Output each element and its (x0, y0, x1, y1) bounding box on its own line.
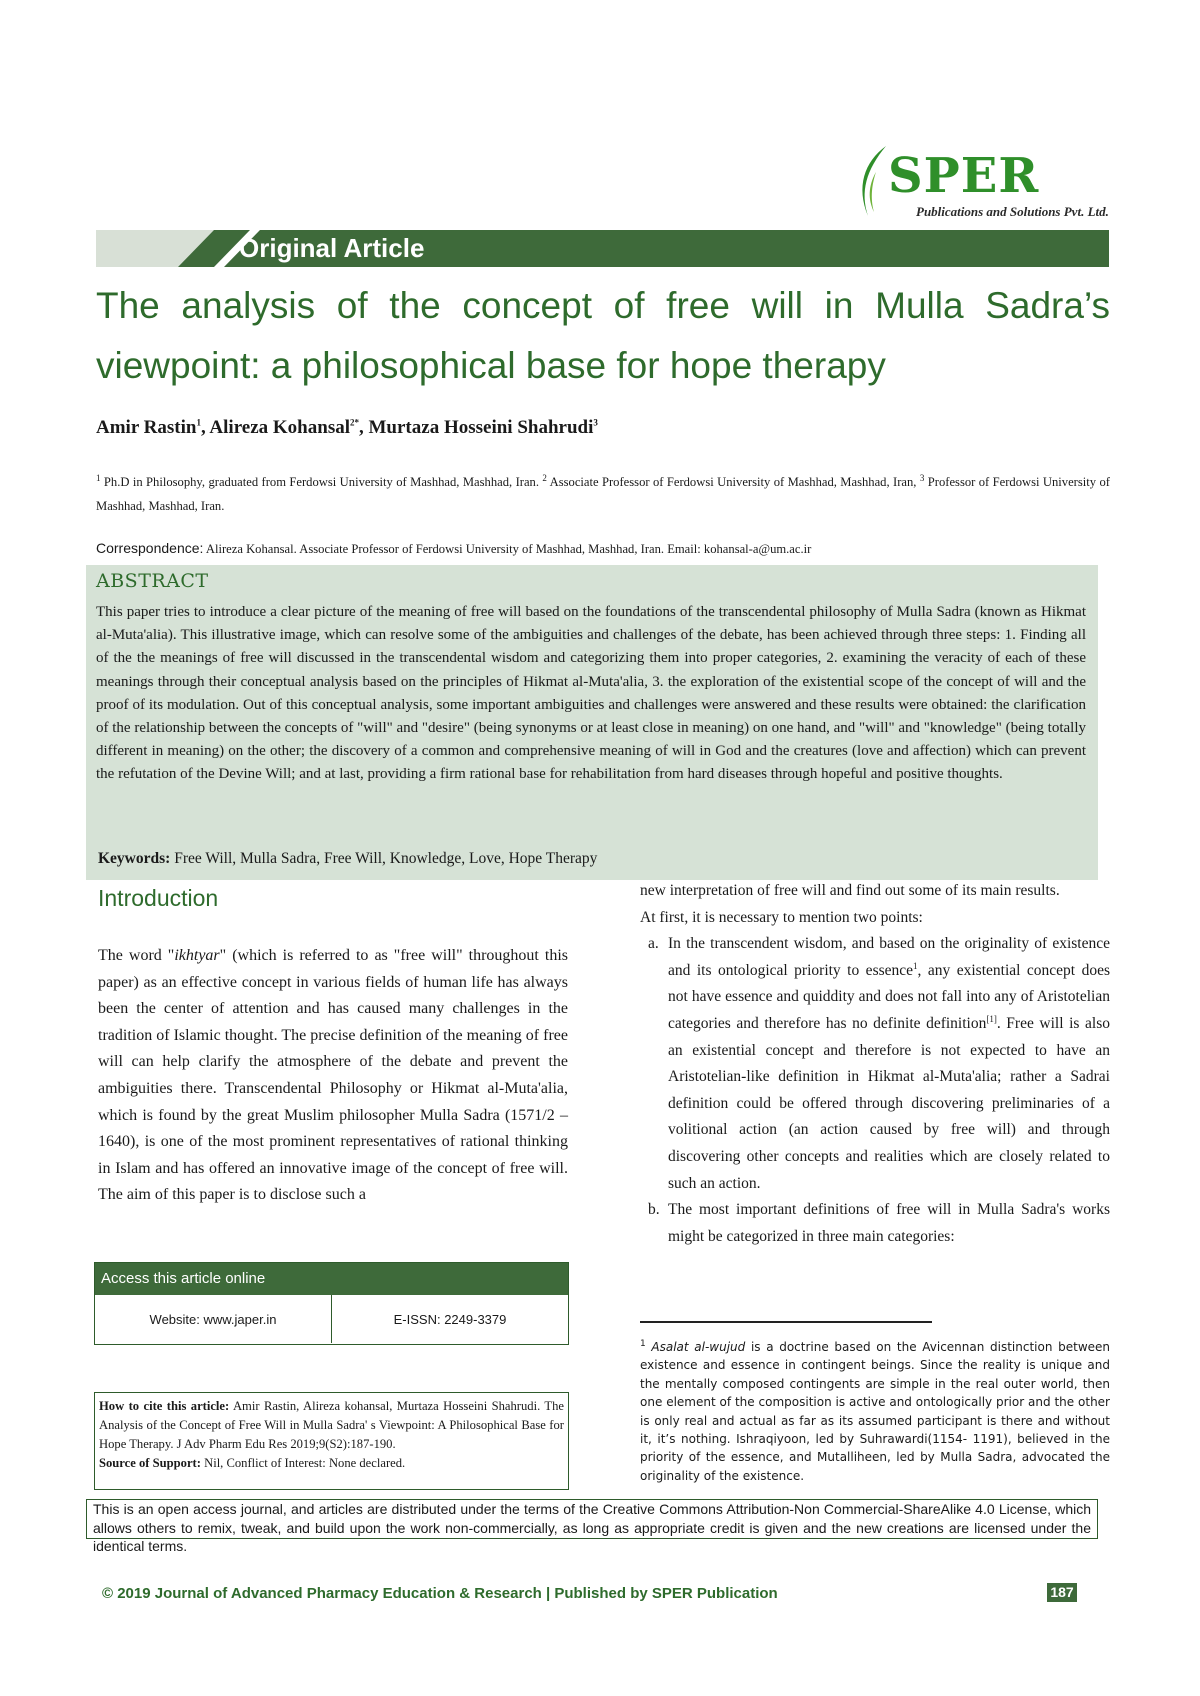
page-number: 187 (1047, 1583, 1077, 1602)
list-marker: a. (648, 935, 659, 953)
citation-label: How to cite this article: (99, 1399, 230, 1413)
citation-box (94, 1392, 569, 1490)
support-label: Source of Support: (99, 1456, 201, 1470)
article-title: The analysis of the concept of free will in Mulla Sadra’s viewpoint: a philosophical base for hope therapy (96, 285, 1110, 386)
keywords (98, 850, 1098, 868)
continued-paragraph: new interpretation of free will and find out some of its main results. (640, 882, 1060, 899)
article-type-banner (96, 230, 1109, 267)
author-name: Murtaza Hosseini Shahrudi (368, 417, 594, 438)
footnote-text: is a doctrine based on the Avicennan distinction between existence and essence in contingent beings. Since the reality is unique and the mentally composed contingents are simple in the real outer world, then one element of the composition is active and ontologically prior and the other is only real and actual as far as its assumed participant is there and without it, it’s nothing. Ishraqiyoon, led by Suhrawardi(1154- 1191), believed in the priority of the essence, and Mutalliheen, led by Mulla Sadra, advocated the originality of the existence. (640, 1340, 1110, 1483)
logo-wordmark: SPER (888, 148, 1040, 204)
abstract-box (86, 565, 1098, 880)
footnote-term: Asalat al-wujud (651, 1340, 746, 1354)
affiliation-sup: 3 (919, 472, 925, 483)
author-name: Amir Rastin (96, 417, 197, 438)
support-text: Nil, Conflict of Interest: None declared. (204, 1456, 406, 1470)
author-sup: 2* (350, 417, 359, 428)
points-intro: At first, it is necessary to mention two points: (640, 908, 923, 926)
keywords-label: Keywords: (98, 850, 171, 867)
affiliation-sup: 2 (542, 472, 547, 483)
issn: E-ISSN: 2249-3379 (331, 1295, 568, 1343)
intro-text: The word " (98, 947, 175, 964)
keywords-text: Free Will, Mulla Sadra, Free Will, Knowledge, Love, Hope Therapy (174, 850, 598, 867)
item-text: The most important definitions of free will in Mulla Sadra's works might be categorized in three main categories: (668, 1201, 1110, 1245)
author-list: Amir Rastin$^1$, Alireza Kohansal$^{2*}$, Murtaza Hosseini Shahrudi$^3$ (96, 417, 598, 438)
item-text: . Free will is also an existential concept and therefore is not expected to have an Aristotelian-like definition in Hikmat al-Muta'alia; rather a Sadrai definition could be offered through discovering preliminaries of a volitional action (an action caused by free will) and through discovering other concepts and realities which are closely related to such an action. (668, 1014, 1110, 1192)
affiliation-sup: 1 (96, 472, 101, 483)
affiliation: Ph.D in Philosophy, graduated from Ferdowsi University of Mashhad, Mashhad, Iran. (103, 475, 539, 489)
correspondence-text: Alireza Kohansal. Associate Professor of Ferdowsi University of Mashhad, Mashhad, Iran. Email: kohansal-a@um.ac.ir (205, 542, 812, 556)
affiliation: Professor of Ferdowsi University of Mashhad, Mashhad, Iran. (96, 475, 1110, 513)
affiliation: Associate Professor of Ferdowsi University of Mashhad, Mashhad, Iran, (549, 475, 917, 489)
item-text: In the transcendent wisdom, and based on the originality of existence and its ontological priority to essence (668, 935, 1110, 979)
introduction-paragraph (98, 943, 568, 1209)
right-column (640, 878, 1110, 1250)
access-online-box (94, 1262, 569, 1345)
item-text: , any existential concept does not have essence and quiddity and does not fall into any of Aristotelian categories and therefore has no definite definition (668, 961, 1110, 1032)
abstract-text: This paper tries to introduce a clear picture of the meaning of free will based on the foundations of the transcendental philosophy of Mulla Sadra (known as Hikmat al-Muta'alia). This illustrative image, which can resolve some of the ambiguities and challenges of the debate, has been achieved through three steps: 1. Finding all of the the meanings of free will discussed in the transcendental wisdom and categorizing them into proper categories, 2. examining the veracity of each of these meanings through their conceptual analysis based on the principles of Hikmat al-Muta'alia, 3. the exploration of the existential scope of the concept of will and the proof of its modulation. Out of this conceptual analysis, some important ambiguities and challenges were answered and these results were obtained: the clarification of the relationship between the concepts of "will" and "desire" (being synonyms or at least close in meaning) on one hand, and "will" and "knowledge" (being totally different in meaning) on the other; the discovery of a common and comprehensive meaning of will in God and the creatures (love and affection) which can prevent the refutation of the Devine Will; and at last, providing a firm rational base for rehabilitation from hard diseases through hopeful and positive thoughts. (96, 604, 1086, 783)
author-name: Alireza Kohansal (209, 417, 350, 438)
affiliations (96, 470, 1110, 518)
page-footer: © 2019 Journal of Advanced Pharmacy Education & Research | Published by SPER Publication (102, 1585, 778, 1602)
access-header: Access this article online (95, 1263, 568, 1295)
introduction-heading: Introduction (98, 885, 219, 911)
abstract-heading: ABSTRACT (96, 570, 209, 592)
list-marker: b. (648, 1201, 660, 1219)
list-item (640, 931, 1110, 1197)
footnote-divider (640, 1321, 932, 1323)
footnote-number: 1 (640, 1339, 646, 1349)
list-item (640, 1197, 1110, 1250)
website-link[interactable]: Website: www.japer.in (149, 1311, 277, 1327)
correspondence-label: Correspondence: (96, 540, 204, 556)
intro-term: ikhtyar (174, 947, 220, 964)
author-sup: 3 (593, 417, 598, 428)
footnote-ref[interactable]: 1 (913, 960, 918, 971)
correspondence (96, 540, 1110, 557)
footnote (640, 1338, 1110, 1485)
author-sup: 1 (196, 417, 201, 428)
publisher-logo (846, 142, 1109, 224)
intro-text: " (which is referred to as "free will" throughout this paper) as an effective concept in various fields of human life has always been the center of attention and has caused many challenges in the tradition of Islamic thought. The precise definition of the meaning of free will can help clarify the atmosphere of the debate and prevent the ambiguities there. Transcendental Philosophy or Hikmat al-Muta'alia, which is found by the great Muslim philosopher Mulla Sadra (1571/2 – 1640), is one of the most prominent representatives of rational thinking in Islam and has offered an innovative image of the concept of free will. The aim of this paper is to disclose such a (98, 947, 568, 1204)
citation-ref[interactable]: [1] (986, 1013, 997, 1024)
logo-subtitle: Publications and Solutions Pvt. Ltd. (916, 204, 1109, 219)
license-box: This is an open access journal, and articles are distributed under the terms of the Creative Commons Attribution-Non Commercial-ShareAlike 4.0 License, which allows others to remix, tweak, and build upon the work non-commercially, as long as appropriate credit is given and the new creations are licensed under the identical terms. (86, 1499, 1098, 1539)
banner-light-tab (96, 230, 214, 267)
article-type-label: Original Article (239, 233, 425, 263)
citation-text: Amir Rastin, Alireza kohansal, Murtaza Hosseini Shahrudi. The Analysis of the Concept of Free Will in Mulla Sadra' s Viewpoint: A Philosophical Base for Hope Therapy. J Adv Pharm Edu Res 2019;9(S2):187-190. (99, 1399, 564, 1451)
